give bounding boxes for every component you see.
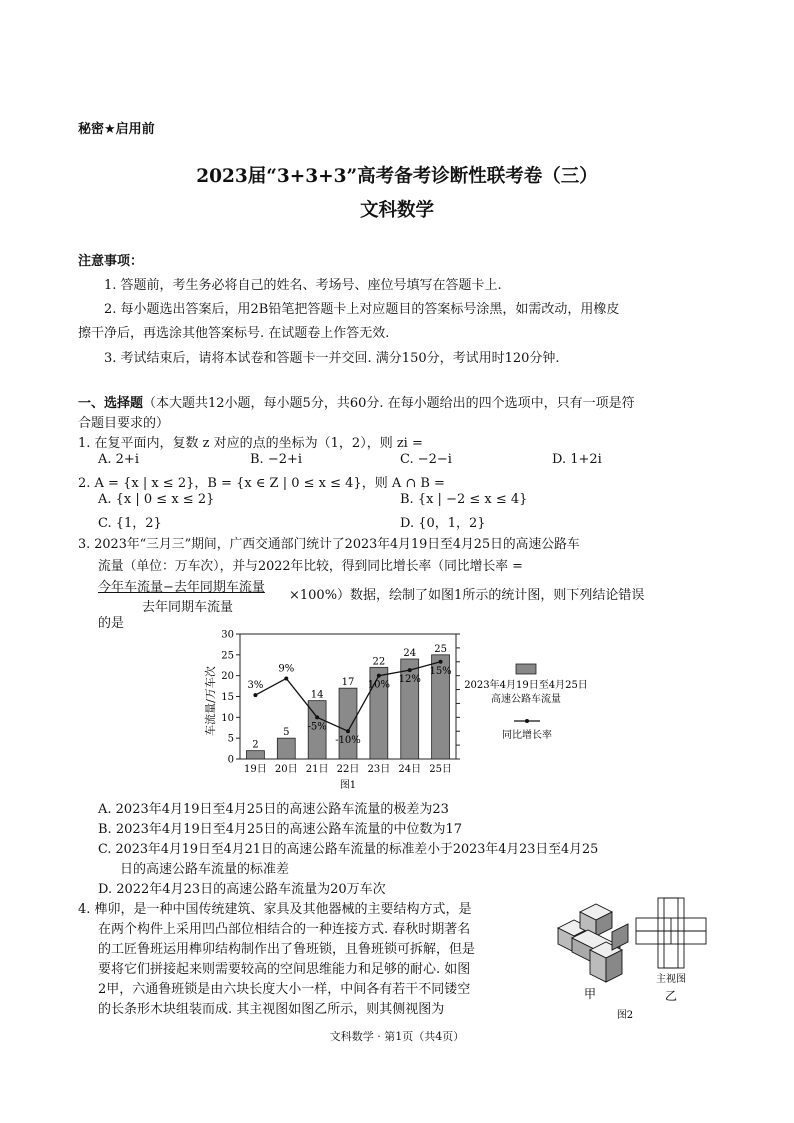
rate-value-label: 10% [367, 679, 390, 691]
q4-line-2: 在两个构件上采用凹凸部位相结合的一种连接方式. 春秋时期著名 [98, 922, 471, 937]
exam-subtitle: 文科数学 [359, 200, 434, 221]
q2-option-b: B. {x | −2 ≤ x ≤ 4} [400, 492, 528, 507]
notice-item-1: 1. 答题前，考生务必将自己的姓名、考场号、座位号填写在答题卡上. [104, 278, 502, 293]
rate-value-label: -10% [335, 735, 361, 747]
section-heading-rest: （本大题共12小题，每小题5分，共60分. 在每小题给出的四个选项中，只有一项是符 [143, 396, 635, 411]
q3-fraction-denominator: 去年同期车流量 [142, 600, 234, 615]
q1-stem: 1. 在复平面内，复数 z 对应的点的坐标为（1，2），则 zi = [78, 436, 423, 451]
q2-option-c: C. {1，2} [98, 516, 162, 531]
rate-value-label: -5% [307, 721, 327, 733]
q4-line-5: 2甲，六通鲁班锁是由六块长度大小一样，中间各有若干不同镂空 [98, 982, 471, 997]
luban-lock-figure [550, 890, 720, 1025]
chart-y-label: 车流量/万车次 [204, 666, 217, 736]
secret-label: 秘密★启用前 [78, 122, 155, 137]
bar-value-label: 17 [341, 677, 355, 689]
legend-line-label: 同比增长率 [502, 730, 552, 741]
rate-point-25日 [439, 660, 443, 664]
bar-value-label: 14 [310, 689, 324, 701]
x-tick-label-6: 25日 [429, 764, 452, 775]
q3-line-1: 3. 2023年“三月三”期间，广西交通部门统计了2023年4月19日至4月25日的高速公路车 [78, 537, 580, 552]
figure-1-caption: 图1 [339, 780, 357, 791]
y-tick-label-1: 5 [227, 733, 234, 745]
figure-2-caption: 图2 [616, 1010, 634, 1021]
y-tick-label-5: 25 [221, 650, 234, 662]
rate-point-20日 [284, 676, 288, 680]
y-tick-label-0: 0 [227, 754, 234, 766]
q3-after-fraction: ×100%）数据，绘制了如图1所示的统计图，则下列结论错误 [289, 588, 645, 603]
q3-line-4: 的是 [98, 616, 125, 631]
exam-title: 2023届“3+3+3”高考备考诊断性联考卷（三） [196, 166, 598, 187]
y-tick-label-3: 15 [221, 692, 234, 703]
notice-item-2: 2. 每小题选出答案后，用2B铅笔把答题卡上对应题目的答案标号涂黑，如需改动，用橡皮 [104, 302, 620, 317]
x-tick-label-1: 20日 [274, 764, 298, 775]
figure-label-jia: 甲 [583, 987, 597, 1001]
rate-point-19日 [253, 693, 257, 697]
notice-title: 注意事项： [78, 254, 144, 269]
bar-value-label: 2 [252, 739, 259, 751]
x-tick-label-0: 19日 [244, 764, 267, 775]
q1-option-d: D. 1+2i [552, 452, 602, 467]
q1-option-a: A. 2+i [98, 452, 139, 467]
y-tick-label-6: 30 [221, 629, 234, 641]
q3-option-c: C. 2023年4月19日至4月21日的高速公路车流量的标准差小于2023年4月23日至4月25 [98, 842, 599, 857]
luban-lock-3d-drawing [558, 904, 628, 982]
bar-value-label: 5 [283, 727, 290, 739]
rate-value-label: 12% [398, 674, 421, 686]
rate-value-label: 9% [278, 663, 295, 675]
figure-label-yi: 乙 [664, 989, 678, 1003]
y-tick-label-2: 10 [221, 712, 234, 724]
x-tick-label-3: 22日 [336, 764, 360, 775]
bar-19日 [246, 751, 264, 759]
q3-fraction-numerator: 今年车流量−去年同期车流量 [98, 580, 265, 595]
q2-stem: 2. A = {x | x ≤ 2}，B = {x ∈ Z | 0 ≤ x ≤ 4}，则 A ∩ B = [78, 476, 445, 491]
q2-option-a: A. {x | 0 ≤ x ≤ 2} [98, 492, 215, 507]
bar-value-label: 22 [372, 656, 386, 668]
rate-point-22日 [346, 729, 350, 733]
bar-22日 [339, 688, 357, 759]
rate-point-23日 [377, 674, 381, 678]
q2-option-d: D. {0，1，2} [400, 516, 486, 531]
rate-point-21日 [315, 715, 319, 719]
x-tick-label-4: 23日 [367, 764, 391, 775]
rate-value-label: 15% [429, 665, 452, 677]
legend-bar-label-2: 高速公路车流量 [491, 694, 561, 705]
section-heading-cont: 合题目要求的） [78, 416, 170, 431]
x-tick-label-2: 21日 [305, 764, 329, 775]
section-heading [78, 392, 635, 411]
front-view-drawing [636, 898, 706, 968]
notice-item-3: 3. 考试结束后，请将本试卷和答题卡一并交回. 满分150分，考试用时120分钟. [104, 351, 560, 366]
x-tick-label-5: 24日 [398, 764, 422, 775]
legend-bar-swatch [516, 664, 536, 674]
y-tick-label-4: 20 [221, 671, 234, 683]
q1-option-b: B. −2+i [250, 452, 303, 467]
q3-line-2: 流量（单位：万车次），并与2022年比较，得到同比增长率（同比增长率 = [98, 559, 523, 574]
front-view-label: 主视图 [656, 974, 686, 985]
notice-item-2-cont: 擦干净后，再选涂其他答案标号. 在试题卷上作答无效. [78, 326, 390, 341]
legend-line-marker [525, 719, 529, 723]
page-footer: 文科数学 · 第1页（共4页） [329, 1030, 465, 1043]
section-heading-bold: 一、选择题 [78, 396, 144, 411]
q3-option-b: B. 2023年4月19日至4月25日的高速公路车流量的中位数为17 [98, 822, 463, 837]
q4-line-1: 4. 榫卯，是一种中国传统建筑、家具及其他器械的主要结构方式，是 [78, 902, 472, 917]
q4-line-6: 的长条形木块组装而成. 其主视图如图乙所示，则其侧视图为 [98, 1002, 445, 1017]
rate-point-24日 [408, 668, 412, 672]
q3-option-c-cont: 日的高速公路车流量的标准差 [120, 862, 290, 877]
legend-bar-label-1: 2023年4月19日至4月25日 [464, 680, 588, 691]
traffic-chart [200, 626, 600, 791]
bar-value-label: 25 [434, 643, 447, 655]
q4-line-4: 要将它们拼接起来则需要较高的空间思维能力和足够的耐心. 如图 [98, 962, 471, 977]
q1-option-c: C. −2−i [400, 452, 452, 467]
bar-value-label: 24 [403, 648, 417, 659]
q4-line-3: 的工匠鲁班运用榫卯结构制作出了鲁班锁，且鲁班锁可拆解，但是 [98, 942, 476, 957]
bar-20日 [277, 738, 295, 759]
q3-option-d: D. 2022年4月23日的高速公路车流量为20万车次 [98, 882, 386, 897]
rate-value-label: 3% [247, 680, 264, 692]
q3-option-a: A. 2023年4月19日至4月25日的高速公路车流量的极差为23 [98, 802, 449, 817]
